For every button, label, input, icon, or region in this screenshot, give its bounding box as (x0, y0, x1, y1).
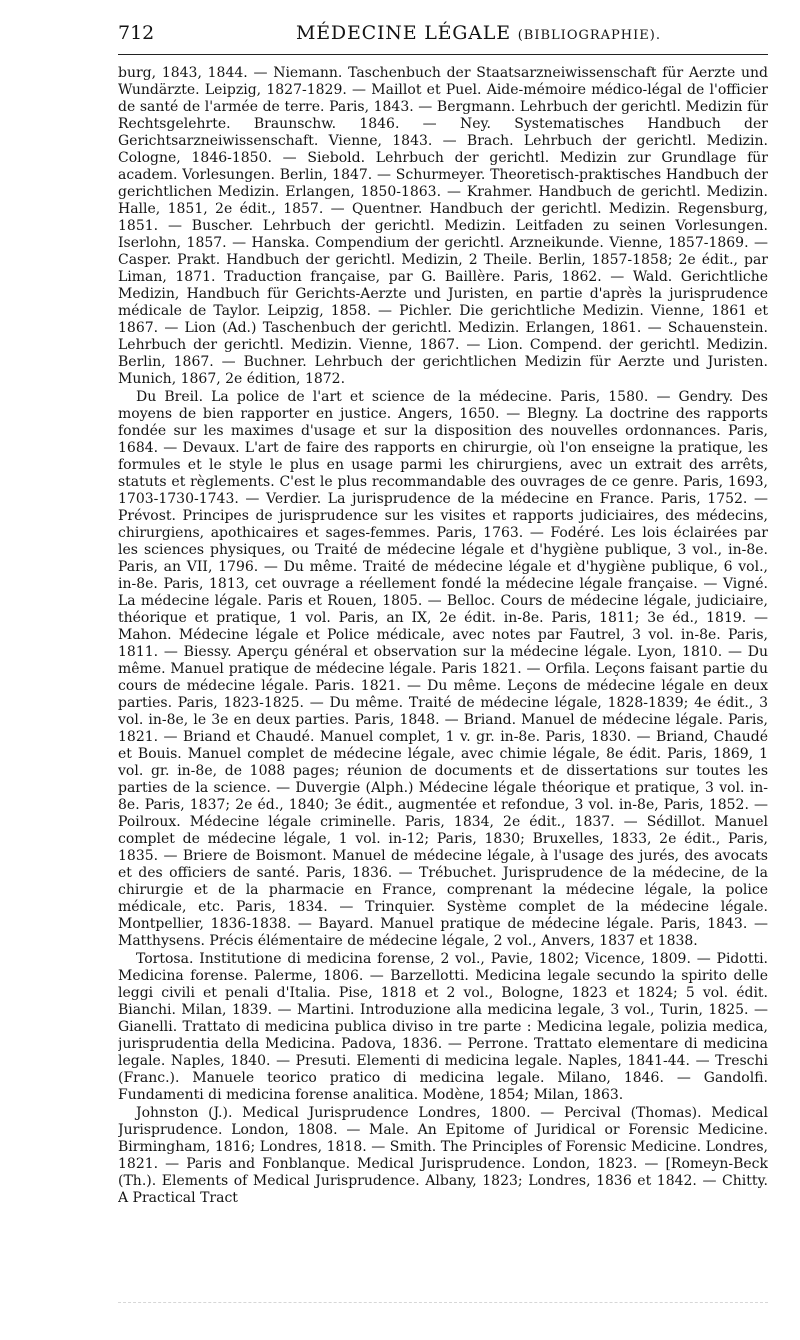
bibliography-paragraph: Du Breil. La police de l'art et science de la médecine. Paris, 1580. — Gendry. Des moyens de bien rapporter en justice. Angers, 1650. — Blegny. La doctrine des rapports fondée sur les maximes d'usage et sur la disposition des nouvelles ordonnances. Paris, 1684. — Devaux. L'art de faire des rapports en chirurgie, où l'on enseigne la pratique, les formules et le style le plus en usage parmi les chirurgiens, avec un extrait des arrêts, statuts et règlements. C'est le plus recommandable des ouvrages de ce genre. Paris, 1693, 1703-1730-1743. — Verdier. La jurisprudence de la médecine en France. Paris, 1752. — Prévost. Principes de jurisprudence sur les visites et rapports judiciaires, des médecins, chirurgiens, apothicaires et sages-femmes. Paris, 1763. — Fodéré. Les lois éclairées par les sciences physiques, ou Traité de médecine légale et d'hygiène publique, 3 vol., in-8e. Paris, an VII, 1796. — Du même. Traité de médecine légale et d'hygiène publique, 6 vol., in-8e. Paris, 1813, cet ouvrage a réellement fondé la médecine légale française. — Vigné. La médecine légale. Paris et Rouen, 1805. — Belloc. Cours de médecine légale, judiciaire, théorique et pratique, 1 vol. Paris, an IX, 2e édit. in-8e. Paris, 1811; 3e éd., 1819. — Mahon. Médecine légale et Police médicale, avec notes par Fautrel, 3 vol. in-8e. Paris, 1811. — Biessy. Aperçu général et observation sur la médecine légale. Lyon, 1810. — Du même. Manuel pratique de médecine légale. Paris 1821. — Orfila. Leçons faisant partie du cours de médecine légale. Paris. 1821. — Du même. Leçons de médecine légale en deux parties. Paris, 1823-1825. — Du même. Traité de médecine légale, 1828-1839; 4e édit., 3 vol. in-8e, le 3e en deux parties. Paris, 1848. — Briand. Manuel de médecine légale. Paris, 1821. — Briand et Chaudé. Manuel complet, 1 v. gr. in-8e. Paris, 1830. — Briand, Chaudé et Bouis. Manuel complet de médecine légale, avec chimie légale, 8e édit. Paris, 1869, 1 vol. gr. in-8e, de 1088 pages; réunion de documents et de dissertations sur toutes les parties de la science. — Duvergie (Alph.) Médecine légale théorique et pratique, 3 vol. in-8e. Paris, 1837; 2e éd., 1840; 3e édit., augmentée et refondue, 3 vol. in-8e, Paris, 1852. — Poilroux. Médecine légale criminelle. Paris, 1834, 2e édit., 1837. — Sédillot. Manuel complet de médecine légale, 1 vol. in-12; Paris, 1830; Bruxelles, 1833, 2e édit., Paris, 1835. — Briere de Boismont. Manuel de médecine légale, à l'usage des jurés, des avocats et des officiers de santé. Paris, 1836. — Trébuchet. Jurisprudence de la médecine, de la chirurgie et de la pharmacie en France, comprenant la médecine légale, la police médicale, etc. Paris, 1834. — Trinquier. Système complet de la médecine légale. Montpellier, 1836-1838. — Bayard. Manuel pratique de médecine légale. Paris, 1843. — Matthysens. Précis élémentaire de médecine légale, 2 vol., Anvers, 1837 et 1838. (118, 389, 768, 949)
bibliography-paragraph: Johnston (J.). Medical Jurisprudence Londres, 1800. — Percival (Thomas). Medical Jurisprudence. London, 1808. — Male. An Epitome of Juridical or Forensic Medicine. Birmingham, 1816; Londres, 1818. — Smith. The Principles of Forensic Medicine. Londres, 1821. — Paris and Fonblanque. Medical Jurisprudence. London, 1823. — [Romeyn-Beck (Th.). Elements of Medical Jurisprudence. Albany, 1823; Londres, 1836 et 1842. — Chitty. A Practical Tract (118, 1105, 768, 1206)
page (118, 20, 768, 1320)
bibliography-paragraph: burg, 1843, 1844. — Niemann. Taschenbuch der Staatsarzneiwissenschaft für Aerzte und Wundärzte. Leipzig, 1827-1829. — Maillot et Puel. Aide-mémoire médico-légal de l'officier de santé de l'armée de terre. Paris, 1843. — Bergmann. Lehrbuch der gerichtl. Medizin für Rechtsgelehrte. Braunschw. 1846. — Ney. Systematisches Handbuch der Gerichtsarzneiwissenschaft. Vienne, 1843. — Brach. Lehrbuch der gerichtl. Medizin. Cologne, 1846-1850. — Siebold. Lehrbuch der gerichtl. Medizin zur Grundlage für academ. Vorlesungen. Berlin, 1847. — Schurmeyer. Theoretisch-praktisches Handbuch der gerichtlichen Medizin. Erlangen, 1850-1863. — Krahmer. Handbuch de gerichtl. Medizin. Halle, 1851, 2e édit., 1857. — Quentner. Handbuch der gerichtl. Medizin. Regensburg, 1851. — Buscher. Lehrbuch der gerichtl. Medizin. Leitfaden zu seinen Vorlesungen. Iserlohn, 1857. — Hanska. Compendium der gerichtl. Arzneikunde. Vienne, 1857-1869. — Casper. Prakt. Handbuch der gerichtl. Medizin, 2 Theile. Berlin, 1857-1858; 2e édit., par Liman, 1871. Traduction française, par G. Baillère. Paris, 1862. — Wald. Gerichtliche Medizin, Handbuch für Gerichts-Aerzte und Juristen, en partie d'après la jurisprudence médicale de Taylor. Leipzig, 1858. — Pichler. Die gerichtliche Medizin. Vienne, 1861 et 1867. — Lion (Ad.) Taschenbuch der gerichtl. Medizin. Erlangen, 1861. — Schauenstein. Lehrbuch der gerichtl. Medizin. Vienne, 1867. — Lion. Compend. der gerichtl. Medizin. Berlin, 1867. — Buchner. Lehrbuch der gerichtlichen Medizin für Aerzte und Juristen. Munich, 1867, 2e édition, 1872. (118, 65, 768, 387)
page-number: 712 (118, 22, 155, 44)
section-label: (BIBLIOGRAPHIE). (517, 28, 661, 43)
footer-rule (118, 1302, 768, 1303)
bibliography-paragraph: Tortosa. Institutione di medicina forense, 2 vol., Pavie, 1802; Vicence, 1809. — Pidotti. Medicina forense. Palerme, 1806. — Barzellotti. Medicina legale secundo la spirito delle leggi civili et penali d'Italia. Pise, 1818 et 2 vol., Bologne, 1823 et 1824; 5 vol. édit. Bianchi. Milan, 1839. — Martini. Introduzione alla medicina legale, 3 vol., Turin, 1825. — Gianelli. Trattato di medicina publica diviso in tre parte : Medicina legale, polizia medica, jurisprudentia della Medicina. Padova, 1836. — Perrone. Trattato elementare di medicina legale. Naples, 1840. — Presuti. Elementi di medicina legale. Naples, 1841-44. — Treschi (Franc.). Manuele teorico pratico di medicina legale. Milano, 1846. — Gandolfi. Fundamenti di medicina forense analitica. Modène, 1854; Milan, 1863. (118, 951, 768, 1103)
page-title: MÉDECINE LÉGALE (296, 22, 511, 44)
running-title (296, 22, 661, 44)
running-header (118, 20, 768, 55)
